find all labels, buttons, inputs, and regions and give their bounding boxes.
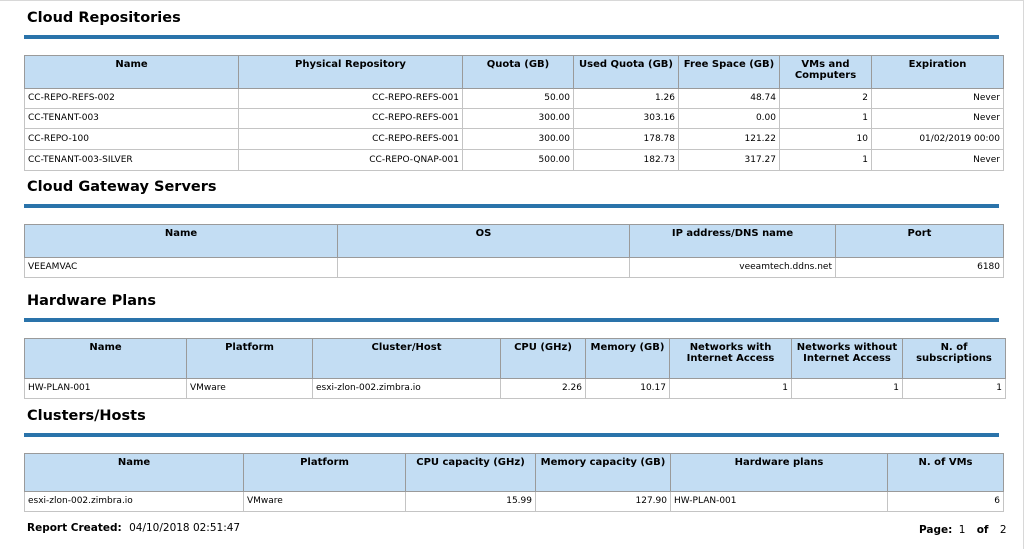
column-header: Free Space (GB) xyxy=(679,56,780,89)
table-cell: CC-REPO-REFS-001 xyxy=(239,109,463,129)
table-cell: Never xyxy=(872,89,1004,109)
cloud-gateway-servers-table xyxy=(24,224,1004,278)
column-header: Quota (GB) xyxy=(463,56,574,89)
column-header: N. of subscriptions xyxy=(903,339,1006,379)
table-header-row xyxy=(25,339,1006,379)
column-header: Used Quota (GB) xyxy=(574,56,679,89)
section-title-cloud-repositories: Cloud Repositories xyxy=(27,10,181,26)
cloud-repositories-table xyxy=(24,55,1004,171)
table-cell: 0.00 xyxy=(679,109,780,129)
table-cell: 10.17 xyxy=(586,379,670,399)
column-header: Networks without Internet Access xyxy=(792,339,903,379)
table-cell: 6 xyxy=(888,492,1004,512)
column-header: Cluster/Host xyxy=(313,339,501,379)
table-row xyxy=(25,109,1004,129)
column-header: Name xyxy=(25,56,239,89)
table-cell: 1.26 xyxy=(574,89,679,109)
section-title-clusters-hosts: Clusters/Hosts xyxy=(27,408,146,424)
report-created-value: 04/10/2018 02:51:47 xyxy=(129,522,241,534)
table-cell: Never xyxy=(872,109,1004,129)
table-row xyxy=(25,379,1006,399)
table-cell: HW-PLAN-001 xyxy=(671,492,888,512)
table-cell: 500.00 xyxy=(463,150,574,171)
table-cell: CC-REPO-100 xyxy=(25,129,239,150)
table-cell: 15.99 xyxy=(406,492,536,512)
table-cell: CC-TENANT-003-SILVER xyxy=(25,150,239,171)
section-rule xyxy=(24,35,999,39)
table-cell: veeamtech.ddns.net xyxy=(630,258,836,278)
table-cell: 317.27 xyxy=(679,150,780,171)
column-header: VMs and Computers xyxy=(780,56,872,89)
column-header: Name xyxy=(25,454,244,492)
column-header: OS xyxy=(338,225,630,258)
table-cell: 121.22 xyxy=(679,129,780,150)
table-cell: 48.74 xyxy=(679,89,780,109)
page-total: 2 xyxy=(999,524,1007,536)
column-header: Platform xyxy=(187,339,313,379)
column-header: Name xyxy=(25,339,187,379)
column-header: Physical Repository xyxy=(239,56,463,89)
section-rule xyxy=(24,318,999,322)
column-header: Name xyxy=(25,225,338,258)
table-row xyxy=(25,129,1004,150)
report-created-label: Report Created: xyxy=(27,522,122,534)
table-cell: esxi-zlon-002.zimbra.io xyxy=(313,379,501,399)
column-header: CPU capacity (GHz) xyxy=(406,454,536,492)
table-cell: 178.78 xyxy=(574,129,679,150)
column-header: CPU (GHz) xyxy=(501,339,586,379)
hardware-plans-table xyxy=(24,338,1006,399)
table-cell: 182.73 xyxy=(574,150,679,171)
table-cell: esxi-zlon-002.zimbra.io xyxy=(25,492,244,512)
table-cell: 300.00 xyxy=(463,109,574,129)
table-cell: CC-REPO-REFS-001 xyxy=(239,89,463,109)
table-cell: Never xyxy=(872,150,1004,171)
table-row xyxy=(25,492,1004,512)
table-cell: 300.00 xyxy=(463,129,574,150)
table-cell: CC-REPO-REFS-002 xyxy=(25,89,239,109)
page-current: 1 xyxy=(958,524,966,536)
table-cell: 1 xyxy=(780,109,872,129)
page-label: Page: xyxy=(919,524,953,536)
section-title-hardware-plans: Hardware Plans xyxy=(27,293,156,309)
table-cell: HW-PLAN-001 xyxy=(25,379,187,399)
table-row xyxy=(25,258,1004,278)
section-rule xyxy=(24,204,999,208)
page-border-top xyxy=(0,0,1024,1)
column-header: Memory capacity (GB) xyxy=(536,454,671,492)
page-indicator xyxy=(919,524,1007,536)
table-cell: CC-REPO-REFS-001 xyxy=(239,129,463,150)
table-cell: 1 xyxy=(780,150,872,171)
clusters-hosts-table xyxy=(24,453,1004,512)
table-row xyxy=(25,89,1004,109)
table-cell: 01/02/2019 00:00 xyxy=(872,129,1004,150)
table-cell: 127.90 xyxy=(536,492,671,512)
column-header: Hardware plans xyxy=(671,454,888,492)
table-cell: 2 xyxy=(780,89,872,109)
table-cell: 1 xyxy=(903,379,1006,399)
column-header: Networks with Internet Access xyxy=(670,339,792,379)
section-rule xyxy=(24,433,999,437)
table-row xyxy=(25,150,1004,171)
table-cell: 1 xyxy=(670,379,792,399)
table-cell: VMware xyxy=(244,492,406,512)
table-cell: 2.26 xyxy=(501,379,586,399)
table-cell: 1 xyxy=(792,379,903,399)
page-of-label: of xyxy=(976,524,989,536)
table-cell: 10 xyxy=(780,129,872,150)
column-header: N. of VMs xyxy=(888,454,1004,492)
table-header-row xyxy=(25,454,1004,492)
table-cell: CC-TENANT-003 xyxy=(25,109,239,129)
column-header: Expiration xyxy=(872,56,1004,89)
table-cell: 6180 xyxy=(836,258,1004,278)
column-header: Memory (GB) xyxy=(586,339,670,379)
table-cell: VEEAMVAC xyxy=(25,258,338,278)
table-header-row xyxy=(25,225,1004,258)
table-cell: 303.16 xyxy=(574,109,679,129)
table-cell xyxy=(338,258,630,278)
section-title-cloud-gateway-servers: Cloud Gateway Servers xyxy=(27,179,217,195)
table-cell: CC-REPO-QNAP-001 xyxy=(239,150,463,171)
column-header: Platform xyxy=(244,454,406,492)
column-header: IP address/DNS name xyxy=(630,225,836,258)
column-header: Port xyxy=(836,225,1004,258)
report-created xyxy=(27,522,240,534)
table-cell: VMware xyxy=(187,379,313,399)
table-header-row xyxy=(25,56,1004,89)
table-cell: 50.00 xyxy=(463,89,574,109)
